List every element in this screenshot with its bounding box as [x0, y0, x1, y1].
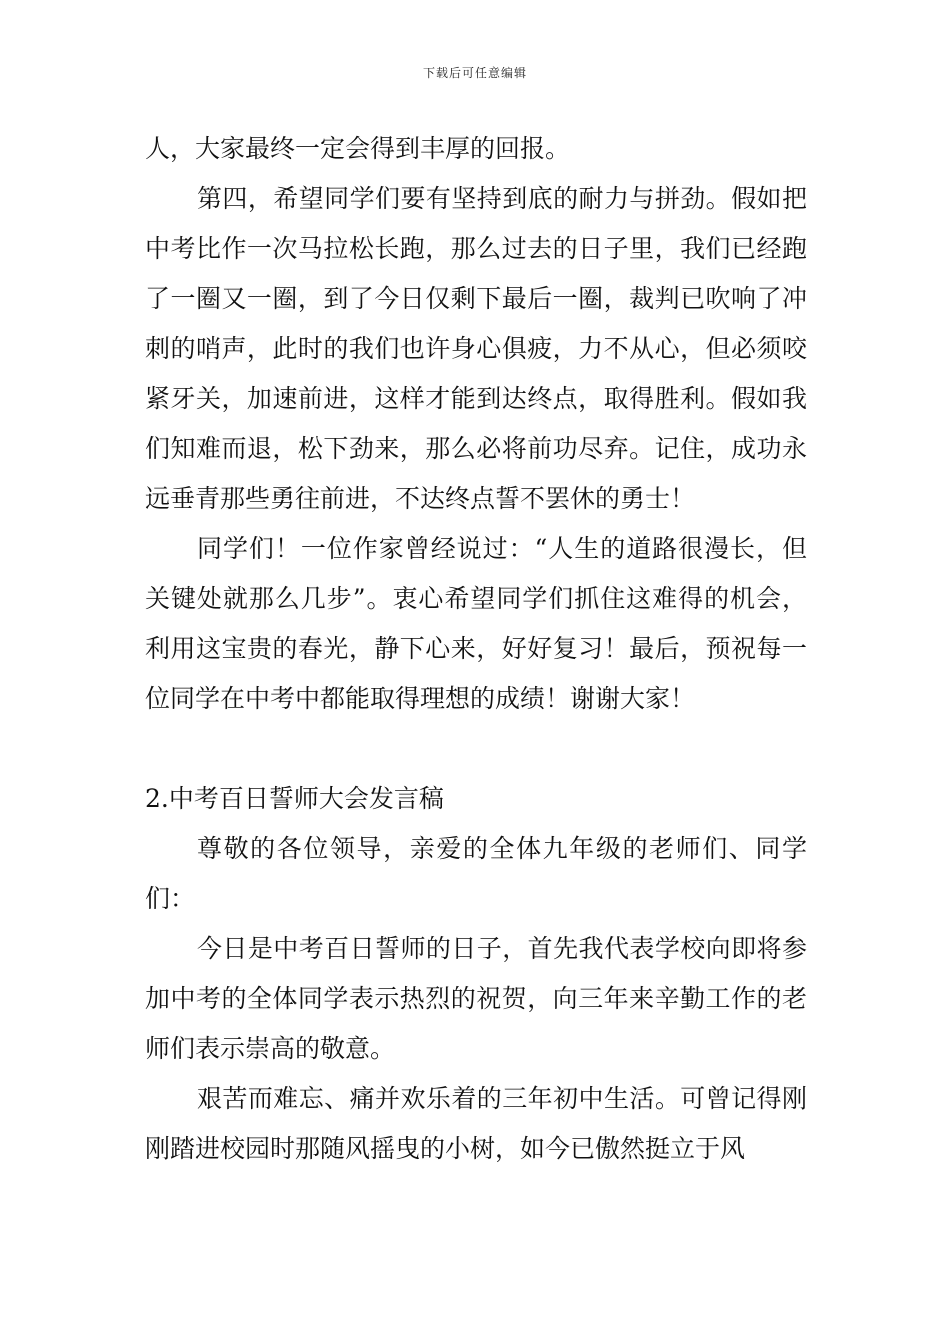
paragraph-continuation: 人，大家最终一定会得到丰厚的回报。	[145, 134, 571, 163]
document-body	[145, 124, 807, 1174]
paragraph-salutation: 尊敬的各位领导，亲爱的全体九年级的老师们、同学们：	[145, 834, 807, 913]
paragraph-closing: 同学们！一位作家曾经说过：“人生的道路很漫长，但关键处就那么几步”。衷心希望同学们抓住这难得的机会，利用这宝贵的春光，静下心来，好好复习！最后，预祝每一位同学在中考中都能取得理想的成绩！谢谢大家！	[145, 534, 807, 713]
section-gap	[145, 724, 807, 774]
page-header: 下载后可任意编辑	[422, 66, 527, 80]
section-heading: 2.中考百日誓师大会发言稿	[145, 784, 444, 813]
paragraph-opening: 今日是中考百日誓师的日子，首先我代表学校向即将参加中考的全体同学表示热烈的祝贺，向三年来辛勤工作的老师们表示崇高的敬意。	[145, 934, 807, 1063]
paragraph-memories: 艰苦而难忘、痛并欢乐着的三年初中生活。可曾记得刚刚踏进校园时那随风摇曳的小树，如今已傲然挺立于风	[145, 1084, 807, 1163]
paragraph-fourth-point: 第四，希望同学们要有坚持到底的耐力与拼劲。假如把中考比作一次马拉松长跑，那么过去的日子里，我们已经跑了一圈又一圈，到了今日仅剩下最后一圈，裁判已吹响了冲刺的哨声，此时的我们也许身心俱疲，力不从心，但必须咬紧牙关，加速前进，这样才能到达终点，取得胜利。假如我们知难而退，松下劲来，那么必将前功尽弃。记住，成功永远垂青那些勇往前进，不达终点誓不罢休的勇士！	[145, 184, 807, 513]
